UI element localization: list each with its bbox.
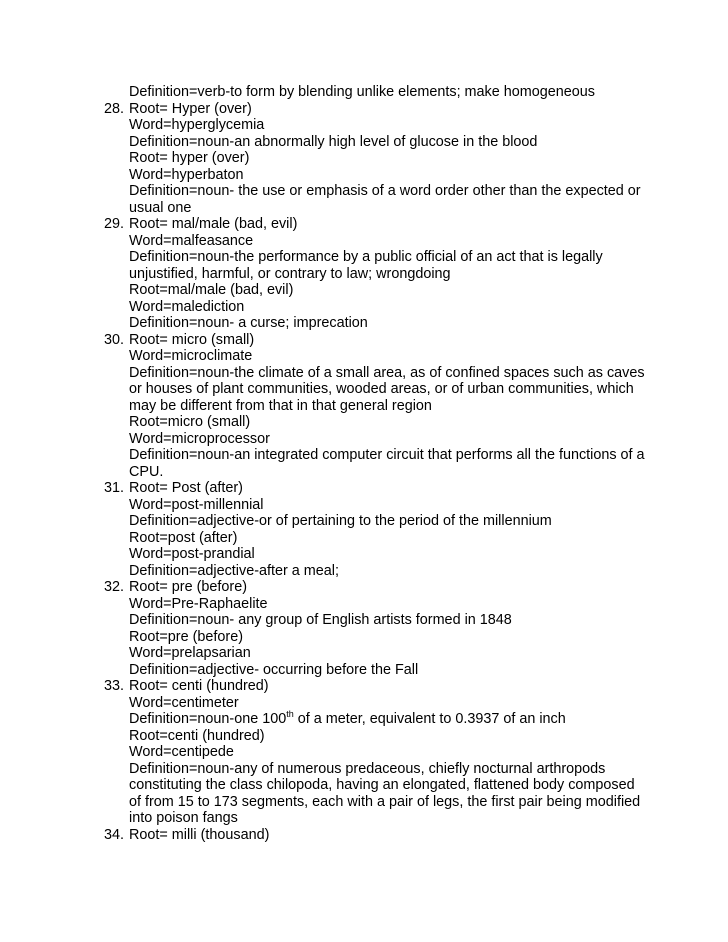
- line-text: CPU.: [129, 463, 164, 480]
- glossary-line: [0, 612, 728, 629]
- glossary-line: [0, 513, 728, 530]
- line-text: Word=microclimate: [129, 348, 253, 364]
- line-text: Root= milli (thousand): [129, 826, 270, 843]
- line-text: Word=post-millennial: [129, 496, 264, 513]
- glossary-line: [0, 150, 728, 167]
- line-text: or houses of plant communities, wooded areas, or of urban communities, which: [129, 381, 634, 397]
- glossary-line: [0, 827, 728, 844]
- glossary-line: [0, 546, 728, 563]
- line-text: Root=post (after): [129, 529, 238, 546]
- line-text: may be different from that in that general region: [129, 397, 432, 414]
- line-text-before: Definition=noun-one 100: [129, 711, 287, 727]
- line-text: Word=centipede: [129, 744, 234, 760]
- item-number: 33.: [104, 678, 125, 694]
- item-number: 28.: [104, 100, 125, 117]
- glossary-line: [0, 678, 728, 695]
- glossary-line: [0, 167, 728, 184]
- glossary-line: [0, 497, 728, 514]
- line-text: Definition=adjective-or of pertaining to the period of the millennium: [129, 513, 552, 529]
- glossary-line: [0, 596, 728, 613]
- line-text: Root=mal/male (bad, evil): [129, 282, 294, 298]
- glossary-line: [0, 381, 728, 398]
- line-text: Root= Post (after): [129, 480, 243, 496]
- glossary-line: [0, 348, 728, 365]
- glossary-line: [0, 810, 728, 827]
- line-text: Definition=adjective-after a meal;: [129, 562, 339, 579]
- glossary-line: [0, 464, 728, 481]
- line-text: Word=hyperbaton: [129, 166, 244, 183]
- line-text: Word=microprocessor: [129, 430, 270, 447]
- glossary-line: [0, 398, 728, 415]
- glossary-list: [0, 84, 728, 843]
- glossary-line: [0, 233, 728, 250]
- line-text: Definition=noun-any of numerous predaceous, chiefly nocturnal arthropods: [129, 760, 606, 777]
- glossary-line: [0, 365, 728, 382]
- glossary-line: [0, 563, 728, 580]
- line-text: Root= centi (hundred): [129, 678, 269, 694]
- glossary-line: [0, 216, 728, 233]
- glossary-line: [0, 447, 728, 464]
- line-text: Root= hyper (over): [129, 150, 250, 166]
- ordinal-superscript: th: [286, 709, 294, 719]
- glossary-line: [0, 645, 728, 662]
- glossary-line: [0, 134, 728, 151]
- glossary-line: [0, 761, 728, 778]
- line-text-after: of a meter, equivalent to 0.3937 of an inch: [293, 711, 566, 727]
- glossary-line: [0, 629, 728, 646]
- glossary-line: [0, 728, 728, 745]
- item-number: 30.: [104, 331, 125, 348]
- line-text: usual one: [129, 199, 192, 216]
- item-number: 29.: [104, 216, 125, 232]
- line-text: Definition=noun-an abnormally high level of glucose in the blood: [129, 133, 538, 150]
- glossary-line: [0, 431, 728, 448]
- glossary-line: [0, 332, 728, 349]
- glossary-line: [0, 695, 728, 712]
- line-text: Word=Pre-Raphaelite: [129, 595, 268, 612]
- line-text: Word=malediction: [129, 298, 245, 315]
- glossary-line: [0, 579, 728, 596]
- line-text: Word=hyperglycemia: [129, 117, 265, 133]
- line-text: Definition=noun- any group of English artists formed in 1848: [129, 612, 512, 628]
- glossary-line: [0, 530, 728, 547]
- glossary-line: [0, 84, 728, 101]
- glossary-line: [0, 711, 728, 728]
- glossary-line: [0, 249, 728, 266]
- line-text: Root= mal/male (bad, evil): [129, 216, 298, 232]
- line-text: Word=post-prandial: [129, 546, 255, 562]
- glossary-line: [0, 282, 728, 299]
- glossary-line: [0, 299, 728, 316]
- line-text: [129, 711, 566, 728]
- line-text: Definition=verb-to form by blending unlike elements; make homogeneous: [129, 84, 595, 100]
- glossary-line: [0, 744, 728, 761]
- glossary-line: [0, 183, 728, 200]
- item-number: 34.: [104, 826, 125, 843]
- glossary-line: [0, 117, 728, 134]
- line-text: constituting the class chilopoda, having an elongated, flattened body composed: [129, 777, 635, 793]
- item-number: 31.: [104, 480, 125, 496]
- glossary-line: [0, 794, 728, 811]
- glossary-line: [0, 101, 728, 118]
- glossary-line: [0, 777, 728, 794]
- line-text: Definition=noun- the use or emphasis of a word order other than the expected or: [129, 183, 641, 199]
- glossary-line: [0, 266, 728, 283]
- line-text: Definition=noun-the performance by a public official of an act that is legally: [129, 249, 603, 265]
- line-text: Root=centi (hundred): [129, 727, 265, 744]
- glossary-line: [0, 480, 728, 497]
- line-text: Root= Hyper (over): [129, 100, 252, 117]
- glossary-line: [0, 414, 728, 431]
- line-text: Word=centimeter: [129, 694, 239, 711]
- line-text: Root=pre (before): [129, 628, 243, 645]
- glossary-line: [0, 315, 728, 332]
- item-number: 32.: [104, 579, 125, 595]
- line-text: Definition=noun-the climate of a small area, as of confined spaces such as caves: [129, 364, 645, 381]
- line-text: Word=malfeasance: [129, 232, 254, 249]
- line-text: Root= micro (small): [129, 331, 255, 348]
- glossary-line: [0, 662, 728, 679]
- line-text: of from 15 to 173 segments, each with a pair of legs, the first pair being modified: [129, 793, 641, 810]
- line-text: Root=micro (small): [129, 414, 251, 430]
- line-text: into poison fangs: [129, 810, 238, 826]
- glossary-line: [0, 200, 728, 217]
- line-text: Definition=adjective- occurring before the Fall: [129, 661, 419, 678]
- line-text: unjustified, harmful, or contrary to law; wrongdoing: [129, 265, 451, 282]
- line-text: Root= pre (before): [129, 579, 247, 595]
- line-text: Definition=noun-an integrated computer circuit that performs all the functions of a: [129, 447, 645, 463]
- line-text: Definition=noun- a curse; imprecation: [129, 315, 368, 331]
- line-text: Word=prelapsarian: [129, 645, 251, 661]
